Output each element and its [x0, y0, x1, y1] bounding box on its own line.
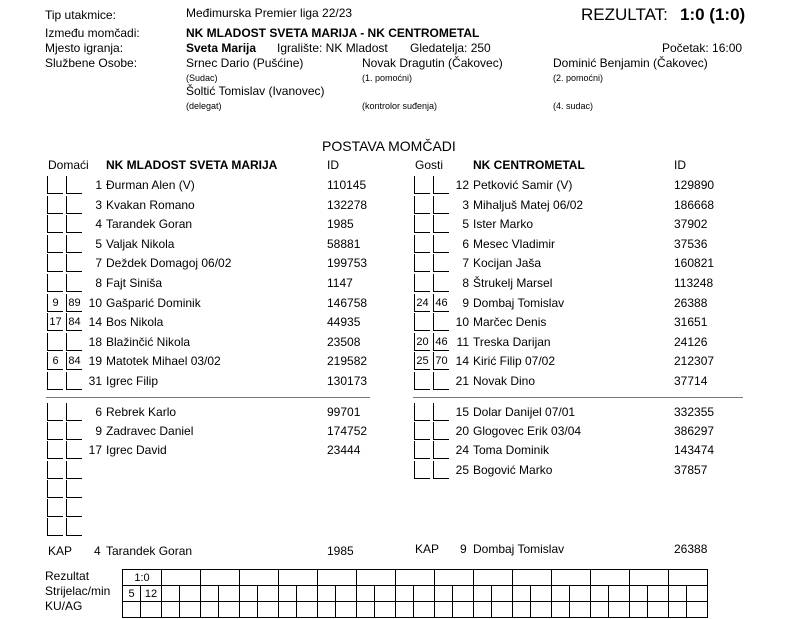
score-grid-cell — [630, 602, 648, 618]
player-number: 8 — [95, 276, 102, 290]
score-grid-cell — [357, 586, 375, 602]
sub-minute-box — [66, 499, 82, 517]
score-grid-cell — [531, 602, 552, 618]
score-grid-cell — [570, 602, 591, 618]
score-grid-cell — [297, 602, 318, 618]
away-side-label: Gosti — [415, 158, 444, 172]
sub-minute-box: 84 — [66, 313, 82, 331]
sub-minute-box — [66, 403, 82, 421]
player-name: Kirić Filip 07/02 — [473, 354, 556, 369]
player-name: Gašparić Dominik — [106, 295, 201, 310]
player-id: 58881 — [327, 236, 361, 251]
player-number: 12 — [455, 178, 469, 192]
official-name: Srnec Dario (Pušćine) — [186, 56, 304, 70]
player-name: Bos Nikola — [106, 315, 164, 330]
score-grid-row — [123, 602, 708, 618]
label-officials: Službene Osobe: — [45, 56, 138, 70]
score-grid-cell — [162, 570, 201, 586]
player-id: 146758 — [327, 295, 368, 310]
player-id: 37536 — [674, 236, 708, 251]
score-grid-cell — [513, 570, 552, 586]
player-id: 160821 — [674, 256, 715, 271]
player-number: 6 — [95, 405, 102, 419]
sub-minute-box — [66, 333, 82, 351]
sub-in-box — [47, 215, 63, 233]
player-name: Matotek Mihael 03/02 — [106, 354, 221, 369]
score-grid-cell — [297, 586, 318, 602]
player-number — [84, 480, 102, 498]
player-number: 9 — [462, 295, 469, 310]
sub-minute-box: 84 — [66, 352, 82, 370]
sub-in-box — [47, 274, 63, 292]
sub-in-box — [414, 461, 430, 479]
score-grid-cell: 5 — [123, 586, 141, 602]
score-grid-cell — [318, 586, 336, 602]
player-name: Blažinčić Nikola — [106, 334, 191, 349]
sub-minute-box — [433, 372, 449, 390]
score-grid-cell — [201, 602, 219, 618]
score-grid-cell — [396, 570, 435, 586]
grid-label-cards: KU/AG — [45, 599, 83, 613]
score-grid-cell — [201, 570, 240, 586]
home-side-label: Domaći — [48, 158, 89, 172]
score-grid-cell — [123, 602, 141, 618]
score-grid-cell — [552, 570, 591, 586]
sub-minute-box — [433, 422, 449, 440]
sub-in-box — [414, 254, 430, 272]
official-name: Novak Dragutin (Čakovec) — [362, 56, 503, 70]
venue-ground: Igralište: NK Mladost — [277, 41, 388, 55]
official-role: (delegat) — [186, 101, 222, 111]
score-grid-cell — [630, 586, 648, 602]
home-captain-id: 1985 — [327, 544, 354, 558]
sub-in-box — [47, 518, 63, 536]
sub-in-box — [414, 403, 430, 421]
player-number: 10 — [88, 295, 102, 310]
player-id: 24126 — [674, 334, 708, 349]
player-number: 6 — [462, 236, 469, 251]
sub-in-box — [47, 333, 63, 351]
player-number: 24 — [455, 443, 469, 458]
player-name: Dombaj Tomislav — [473, 295, 565, 310]
score-grid-cell — [648, 602, 669, 618]
score-grid-cell — [435, 602, 453, 618]
player-name: Toma Dominik — [473, 443, 550, 458]
player-number: 9 — [95, 424, 102, 439]
player-name: Fajt Siniša — [106, 276, 163, 290]
player-number: 1 — [95, 178, 102, 192]
grid-label-result: Rezultat — [45, 569, 90, 583]
sub-in-box — [414, 196, 430, 214]
sub-minute-box — [433, 441, 449, 459]
score-grid-cell — [279, 586, 297, 602]
sub-minute-box — [66, 441, 82, 459]
sub-in-box — [414, 274, 430, 292]
sub-in-box — [47, 176, 63, 194]
player-id: 37714 — [674, 374, 708, 388]
sub-minute-box — [66, 215, 82, 233]
away-captain-label: KAP — [415, 542, 440, 556]
divider — [413, 397, 743, 398]
score-grid-cell — [414, 586, 435, 602]
score-grid-cell — [648, 586, 669, 602]
player-number: 5 — [462, 217, 469, 232]
score-grid-cell — [435, 570, 474, 586]
player-id: 332355 — [674, 405, 715, 419]
score-grid-cell — [609, 602, 630, 618]
sub-in-box: 9 — [47, 294, 63, 312]
sub-in-box — [47, 499, 63, 517]
score-grid-cell — [180, 586, 201, 602]
score-grid-cell — [318, 602, 336, 618]
score-grid-cell — [375, 602, 396, 618]
player-id: 23508 — [327, 334, 361, 349]
player-name: Tarandek Goran — [106, 217, 193, 232]
player-id: 113248 — [674, 276, 714, 290]
player-id: 199753 — [327, 256, 368, 271]
score-grid-cell — [687, 602, 708, 618]
player-name: Bogović Marko — [473, 462, 553, 477]
score-grid-cell — [492, 586, 513, 602]
player-number: 19 — [88, 354, 102, 369]
score-grid-cell — [492, 602, 513, 618]
official-name: Dominić Benjamin (Čakovec) — [553, 56, 708, 70]
player-name: Dolar Danijel 07/01 — [473, 405, 576, 419]
player-number: 15 — [455, 405, 469, 419]
score-grid-cell — [396, 586, 414, 602]
player-id: 219582 — [327, 354, 368, 369]
score-grid-cell — [240, 586, 258, 602]
sub-in-box — [414, 215, 430, 233]
player-id: 143474 — [674, 443, 715, 458]
label-match-type: Tip utakmice: — [45, 8, 116, 22]
player-name: Novak Dino — [473, 374, 536, 388]
player-name: Marčec Denis — [473, 315, 547, 330]
player-number: 7 — [462, 256, 469, 271]
score-grid-cell — [279, 570, 318, 586]
spectators: Gledatelja: 250 — [410, 41, 491, 55]
sub-minute-box — [66, 176, 82, 194]
home-captain-label: KAP — [48, 544, 73, 558]
player-name: Treska Darijan — [473, 334, 551, 349]
player-number: 20 — [455, 424, 469, 439]
player-name: Petković Samir (V) — [473, 178, 573, 192]
player-number: 14 — [88, 315, 102, 330]
player-id: 212307 — [674, 354, 715, 369]
score-grid-cell — [474, 602, 492, 618]
score-grid — [122, 569, 708, 618]
score-grid-cell — [552, 586, 570, 602]
score-grid-cell — [336, 586, 357, 602]
player-number: 8 — [462, 276, 469, 290]
player-id: 132278 — [327, 197, 368, 212]
sub-minute-box — [66, 480, 82, 498]
score-grid-cell — [474, 586, 492, 602]
divider — [46, 397, 370, 398]
official-role: (2. pomoćni) — [553, 73, 604, 83]
sub-minute-box — [66, 422, 82, 440]
player-name: Rebrek Karlo — [106, 405, 177, 419]
player-id: 23444 — [327, 443, 361, 458]
score-grid-cell — [357, 570, 396, 586]
result-value: 1:0 (1:0) — [680, 5, 746, 24]
player-id: 386297 — [674, 424, 715, 439]
sub-in-box: 20 — [414, 333, 430, 351]
sub-minute-box — [433, 274, 449, 292]
official-role: (kontrolor suđenja) — [362, 101, 438, 111]
sub-in-box — [414, 313, 430, 331]
score-grid-cell — [669, 602, 687, 618]
competition-name: Međimurska Premier liga 22/23 — [186, 6, 353, 20]
score-grid-cell — [552, 602, 570, 618]
score-grid-cell: 12 — [141, 586, 162, 602]
player-name: Kocijan Jaša — [473, 256, 542, 271]
player-id: 37857 — [674, 462, 708, 477]
sub-minute-box — [66, 518, 82, 536]
score-grid-cell — [258, 602, 279, 618]
sub-in-box — [47, 403, 63, 421]
player-number: 31 — [88, 374, 102, 388]
player-name: Ister Marko — [473, 217, 534, 232]
player-name: Igrec David — [106, 443, 167, 458]
official-role: (4. sudac) — [553, 101, 594, 111]
score-grid-cell — [435, 586, 453, 602]
sub-in-box — [47, 480, 63, 498]
player-number: 4 — [95, 217, 102, 232]
sub-in-box: 6 — [47, 352, 63, 370]
sub-in-box: 17 — [47, 313, 63, 331]
label-teams: Između momčadi: — [45, 26, 140, 40]
sub-in-box — [414, 441, 430, 459]
sub-minute-box — [66, 461, 82, 479]
sub-minute-box: 89 — [66, 294, 82, 312]
player-id: 37902 — [674, 217, 708, 232]
sub-in-box — [47, 254, 63, 272]
away-captain-number: 9 — [460, 542, 467, 556]
player-id: 1147 — [327, 276, 353, 290]
score-grid-cell — [162, 586, 180, 602]
sub-in-box — [47, 461, 63, 479]
player-name: Igrec Filip — [106, 374, 159, 388]
score-grid-cell — [591, 602, 609, 618]
player-number: 18 — [88, 334, 102, 349]
score-grid-cell — [669, 586, 687, 602]
score-grid-cell — [630, 570, 669, 586]
score-grid-cell — [240, 602, 258, 618]
away-captain-id: 26388 — [674, 542, 708, 556]
player-id: 174752 — [327, 424, 368, 439]
sub-minute-box — [433, 196, 449, 214]
kickoff-time: Početak: 16:00 — [662, 41, 743, 55]
player-number: 5 — [95, 236, 102, 251]
player-id: 26388 — [674, 295, 708, 310]
score-grid-cell — [219, 602, 240, 618]
player-id: 130173 — [327, 374, 368, 388]
sub-in-box — [414, 235, 430, 253]
score-grid-cell — [396, 602, 414, 618]
score-grid-cell — [531, 586, 552, 602]
player-number: 3 — [95, 197, 102, 212]
lineup-title: POSTAVA MOMČADI — [322, 138, 456, 154]
sub-minute-box — [66, 372, 82, 390]
score-grid-cell — [336, 602, 357, 618]
score-grid-row — [123, 586, 708, 602]
away-team-name: NK CENTROMETAL — [473, 158, 585, 172]
player-id: 31651 — [674, 315, 708, 330]
player-number: 14 — [455, 354, 469, 369]
sub-minute-box — [433, 313, 449, 331]
score-grid-cell — [318, 570, 357, 586]
sub-minute-box — [66, 196, 82, 214]
player-id: 1985 — [327, 217, 354, 232]
player-number — [84, 461, 102, 479]
player-name: Kvakan Romano — [106, 197, 195, 212]
match-teams: NK MLADOST SVETA MARIJA - NK CENTROMETAL — [186, 26, 480, 40]
score-grid-cell — [570, 586, 591, 602]
player-name: Đurman Alen (V) — [106, 178, 195, 192]
sub-in-box — [414, 372, 430, 390]
sub-minute-box: 70 — [433, 352, 449, 370]
sub-in-box: 25 — [414, 352, 430, 370]
venue-town: Sveta Marija — [186, 41, 257, 55]
score-grid-cell — [240, 570, 279, 586]
player-number — [84, 518, 102, 536]
score-grid-cell — [414, 602, 435, 618]
sub-in-box — [47, 422, 63, 440]
score-grid-cell — [687, 586, 708, 602]
player-id: 44935 — [327, 315, 361, 330]
sub-in-box — [47, 196, 63, 214]
result-label: REZULTAT: — [581, 5, 668, 24]
player-number: 25 — [455, 462, 469, 477]
score-grid-cell — [219, 586, 240, 602]
home-id-header: ID — [327, 158, 339, 172]
sub-minute-box — [433, 254, 449, 272]
player-number: 11 — [456, 334, 469, 349]
sub-in-box — [47, 235, 63, 253]
player-name: Mihaljuš Matej 06/02 — [473, 197, 584, 212]
sub-in-box — [414, 422, 430, 440]
score-grid-row — [123, 570, 708, 586]
sub-minute-box — [433, 215, 449, 233]
sub-in-box — [47, 372, 63, 390]
sub-minute-box — [433, 235, 449, 253]
score-grid-cell — [609, 586, 630, 602]
home-team-name: NK MLADOST SVETA MARIJA — [106, 158, 278, 172]
label-venue: Mjesto igranja: — [45, 41, 124, 55]
score-grid-cell — [258, 586, 279, 602]
player-id: 186668 — [674, 197, 715, 212]
score-grid-cell — [162, 602, 180, 618]
sub-minute-box — [433, 176, 449, 194]
score-grid-cell — [453, 602, 474, 618]
player-name: Glogovec Erik 03/04 — [473, 424, 582, 439]
player-number: 7 — [95, 256, 102, 271]
score-grid-cell — [357, 602, 375, 618]
official-role: (1. pomoćni) — [362, 73, 413, 83]
score-grid-cell — [513, 602, 531, 618]
player-number: 21 — [455, 374, 469, 388]
sub-minute-box: 46 — [433, 294, 449, 312]
score-grid-cell — [279, 602, 297, 618]
sub-in-box: 24 — [414, 294, 430, 312]
away-captain-name: Dombaj Tomislav — [473, 542, 565, 556]
player-name: Deždek Domagoj 06/02 — [106, 256, 232, 271]
player-name: Valjak Nikola — [106, 236, 175, 251]
sub-minute-box — [66, 274, 82, 292]
official-role: (Sudac) — [186, 73, 218, 83]
player-number: 10 — [455, 315, 469, 330]
player-name: Zadravec Daniel — [106, 424, 194, 439]
away-id-header: ID — [674, 158, 686, 172]
sub-in-box — [414, 176, 430, 194]
score-grid-cell — [201, 586, 219, 602]
player-id: 99701 — [327, 405, 361, 419]
grid-label-scorer: Strijelac/min — [45, 584, 111, 598]
player-name: Mesec Vladimir — [473, 236, 556, 251]
score-grid-cell — [513, 586, 531, 602]
score-grid-cell — [591, 586, 609, 602]
score-grid-cell: 1:0 — [123, 570, 162, 586]
score-grid-cell — [591, 570, 630, 586]
player-id: 110145 — [327, 178, 367, 192]
sub-minute-box: 46 — [433, 333, 449, 351]
score-grid-cell — [375, 586, 396, 602]
sub-minute-box — [66, 254, 82, 272]
sub-minute-box — [433, 461, 449, 479]
player-name: Štrukelj Marsel — [473, 276, 553, 290]
score-grid-cell — [453, 586, 474, 602]
player-number — [84, 499, 102, 517]
sub-in-box — [47, 441, 63, 459]
home-captain-number: 4 — [94, 544, 101, 558]
official-name: Šoltić Tomislav (Ivanovec) — [186, 84, 325, 98]
home-captain-name: Tarandek Goran — [106, 544, 193, 558]
score-grid-cell — [669, 570, 708, 586]
player-number: 3 — [462, 197, 469, 212]
sub-minute-box — [66, 235, 82, 253]
score-grid-cell — [474, 570, 513, 586]
score-grid-cell — [141, 602, 162, 618]
score-grid-cell — [180, 602, 201, 618]
player-id: 129890 — [674, 178, 715, 192]
player-number: 17 — [88, 443, 102, 458]
sub-minute-box — [433, 403, 449, 421]
